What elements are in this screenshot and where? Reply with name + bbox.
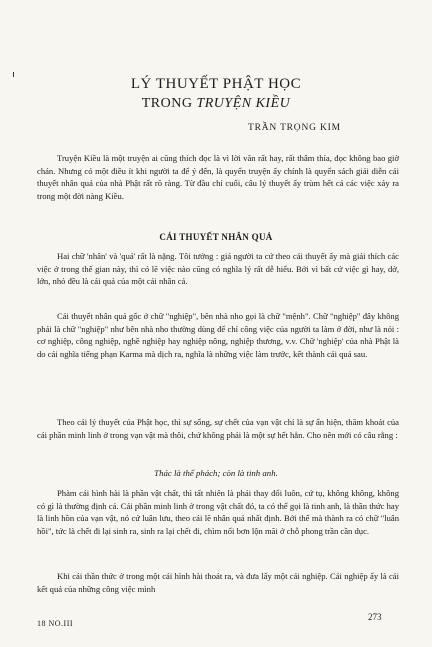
body-paragraph: Hai chữ 'nhân' và 'quả' rất là nặng. Tôi tưởng : giá người ta cứ theo cái thuyết ấy mà giải thích các việc ở trong thế gian này, thì có lẽ việc nào cũng có nghĩa lý rất dễ hiểu. Bởi vì bất cứ việc gì hay, dở, lớn, nhỏ đều là cái quả của một cái nhân cả.: [37, 251, 399, 287]
issue-label: 18 NO.III: [37, 619, 74, 628]
body-block-5: [37, 570, 399, 595]
body-block-3: [37, 416, 399, 441]
article-subtitle: [0, 96, 432, 112]
article-author: TRẦN TRỌNG KIM: [248, 123, 341, 133]
body-block-1: [37, 250, 399, 288]
body-paragraph: Khi cái thần thức ở trong một cái hình hài thoát ra, và đưa lấy một cái nghiệp. Cái nghiệp ấy là cái kết quả của những công việc mình: [37, 571, 399, 594]
page-number: 273: [368, 612, 382, 622]
verse-quote: Thác là thể phách; còn là tinh anh.: [154, 468, 278, 478]
body-block-4: [37, 487, 399, 537]
body-block-2: [37, 310, 399, 360]
intro-paragraph: [37, 152, 399, 202]
body-paragraph: Theo cái lý thuyết của Phật học, thì sự sống, sự chết của vạn vật chỉ là sự ẩn hiện, thăm khoát của cái phần minh linh ở trong vạn vật mà thôi, chứ không phải là một sự hết hẳn. Cho nên mới có câu rằng :: [37, 417, 399, 440]
body-paragraph: Phàm cái hình hài là phần vật chất, thì tất nhiên là phải thay đổi luôn, cứ tụ, không không, không có gì là thường định cả. Cái phần minh linh ở trong vật chất đó, ta có thể gọi là tinh anh, là thần thức hay là linh hồn của vạn vật, nó cứ luân lưu, theo cái lẽ nhân quả nhất định. Bởi thế mà thành ra có chữ "luân hồi", tức là chết đi lại sinh ra, sinh ra lại chết đi, chìm nổi bơn lộn mãi ở chỗ phong trần cần dục.: [37, 488, 399, 536]
section-heading: CÁI THUYẾT NHÂN QUẢ: [159, 232, 273, 242]
article-title: LÝ THUYẾT PHẬT HỌC: [130, 76, 302, 92]
subtitle-prefix: TRONG: [141, 96, 193, 111]
intro-text: Truyện Kiều là một truyện ai cũng thích đọc là vì lời văn rất hay, rất thâm thía, đọc không bao giờ chán. Nhưng có một điều ít khi người ta để ý đến, là quyển truyện ấy chính là quyển sách giải diễn cái thuyết nhân quả của nhà Phật rất rõ ràng. Từ đầu chí cuối, câu lý thuyết ấy trùm hết cả các việc xảy ra trong một đời nàng Kiều.: [37, 153, 399, 201]
body-paragraph: Cái thuyết nhân quả gốc ở chữ "nghiệp", bên nhà nho gọi là chữ "mệnh". Chữ "nghiệp" đây không phải là chữ "nghiệp" như bên nhà nho thường dùng để chỉ công việc của người ta làm ở đời, như là nói : cơ nghiệp, công nghiệp, nghề nghiệp hay nghiệp nông, nghiệp thương, v.v. Chữ 'nghiệp' của nhà Phật là do cái nghĩa tiếng phạn Karma mà dịch ra, nghĩa là những việc làm trước, kết thành cái quả sau.: [37, 311, 399, 359]
subtitle-work-title: TRUYỆN KIỀU: [196, 96, 291, 111]
